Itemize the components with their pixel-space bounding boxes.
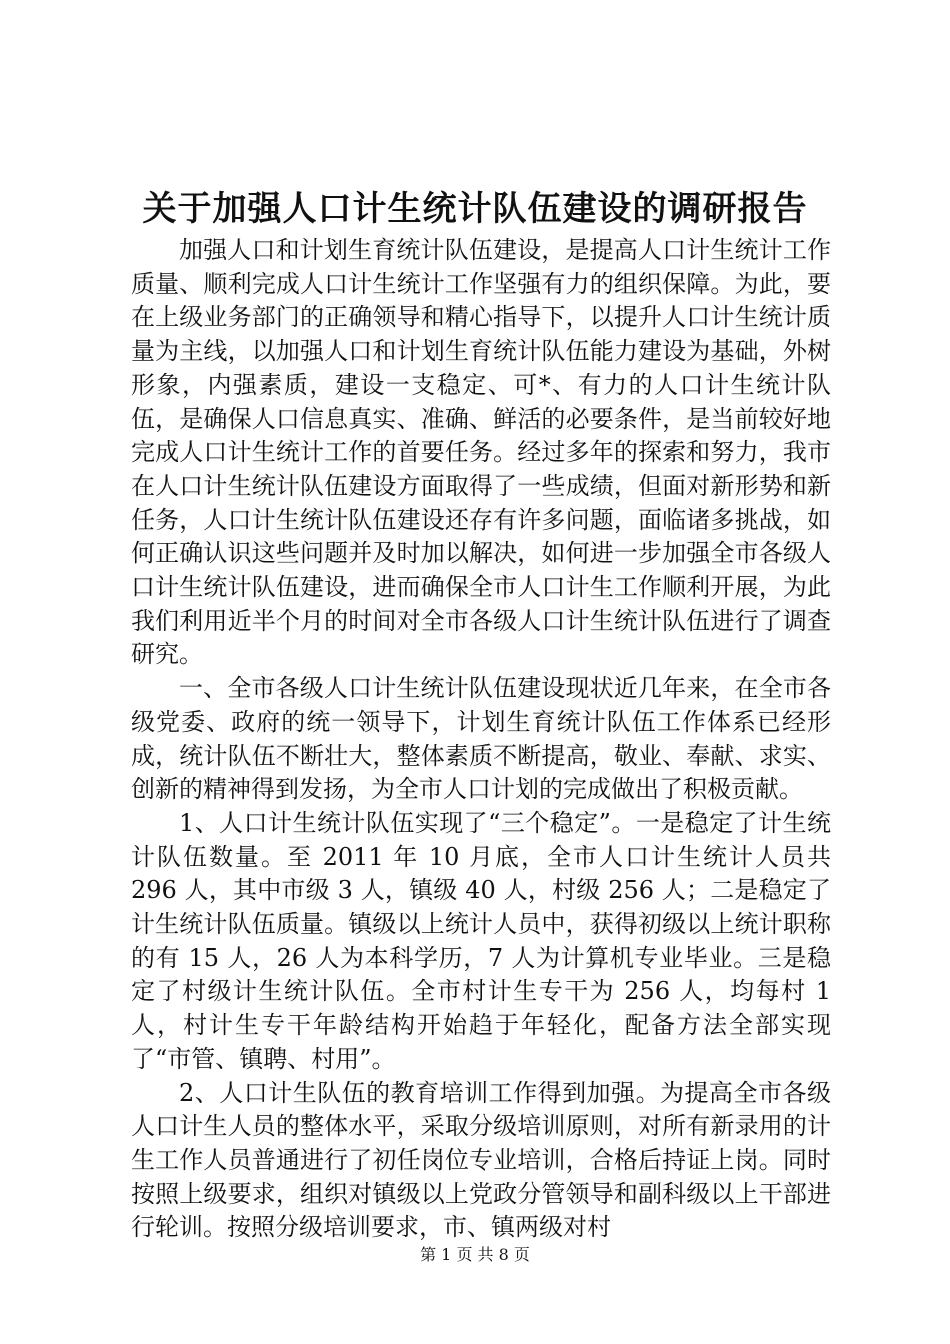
page-number-footer: 第 1 页 共 8 页: [420, 1245, 530, 1264]
document-body: [131, 234, 831, 1245]
paragraph-point-one: 1、人口计生统计队伍实现了“三个稳定”。一是稳定了计生统计队伍数量。至 2011 年 10 月底，全市人口计生统计人员共 296 人，其中市级 3 人，镇级 40 人，村级 256 人；二是稳定了计生统计队伍质量。镇级以上统计人员中，获得初级以上统计职称的有 15 人，26 人为本科学历，7 人为计算机专业毕业。三是稳定了村级计生统计队伍。全市村计生专干为 256 人，均每村 1 人，村计生专干年龄结构开始趋于年轻化，配备方法全部实现了“市管、镇聘、村用”。: [131, 808, 831, 1073]
paragraph-intro: 加强人口和计划生育统计队伍建设，是提高人口计生统计工作质量、顺利完成人口计生统计工作坚强有力的组织保障。为此，要在上级业务部门的正确领导和精心指导下，以提升人口计生统计质量为主线，以加强人口和计划生育统计队伍能力建设为基础，外树形象，内强素质，建设一支稳定、可*、有力的人口计生统计队伍，是确保人口信息真实、准确、鲜活的必要条件，是当前较好地完成人口计生统计工作的首要任务。经过多年的探索和努力，我市在人口计生统计队伍建设方面取得了一些成绩，但面对新形势和新任务，人口计生统计队伍建设还存有许多问题，面临诸多挑战，如何正确认识这些问题并及时加以解决，如何进一步加强全市各级人口计生统计队伍建设，进而确保全市人口计生工作顺利开展，为此我们利用近半个月的时间对全市各级人口计生统计队伍进行了调查研究。: [131, 236, 831, 669]
document-title: 关于加强人口计生统计队伍建设的调研报告: [142, 189, 808, 229]
paragraph-section-one: 一、全市各级人口计生统计队伍建设现状近几年来，在全市各级党委、政府的统一领导下，计划生育统计队伍工作体系已经形成，统计队伍不断壮大，整体素质不断提高，敬业、奉献、求实、创新的精神得到发扬，为全市人口计划的完成做出了积极贡献。: [131, 674, 831, 804]
paragraph-point-two: 2、人口计生队伍的教育培训工作得到加强。为提高全市各级人口计生人员的整体水平，采取分级培训原则，对所有新录用的计生工作人员普通进行了初任岗位专业培训，合格后持证上岗。同时按照上级要求，组织对镇级以上党政分管领导和副科级以上干部进行轮训。按照分级培训要求，市、镇两级对村: [131, 1078, 831, 1242]
